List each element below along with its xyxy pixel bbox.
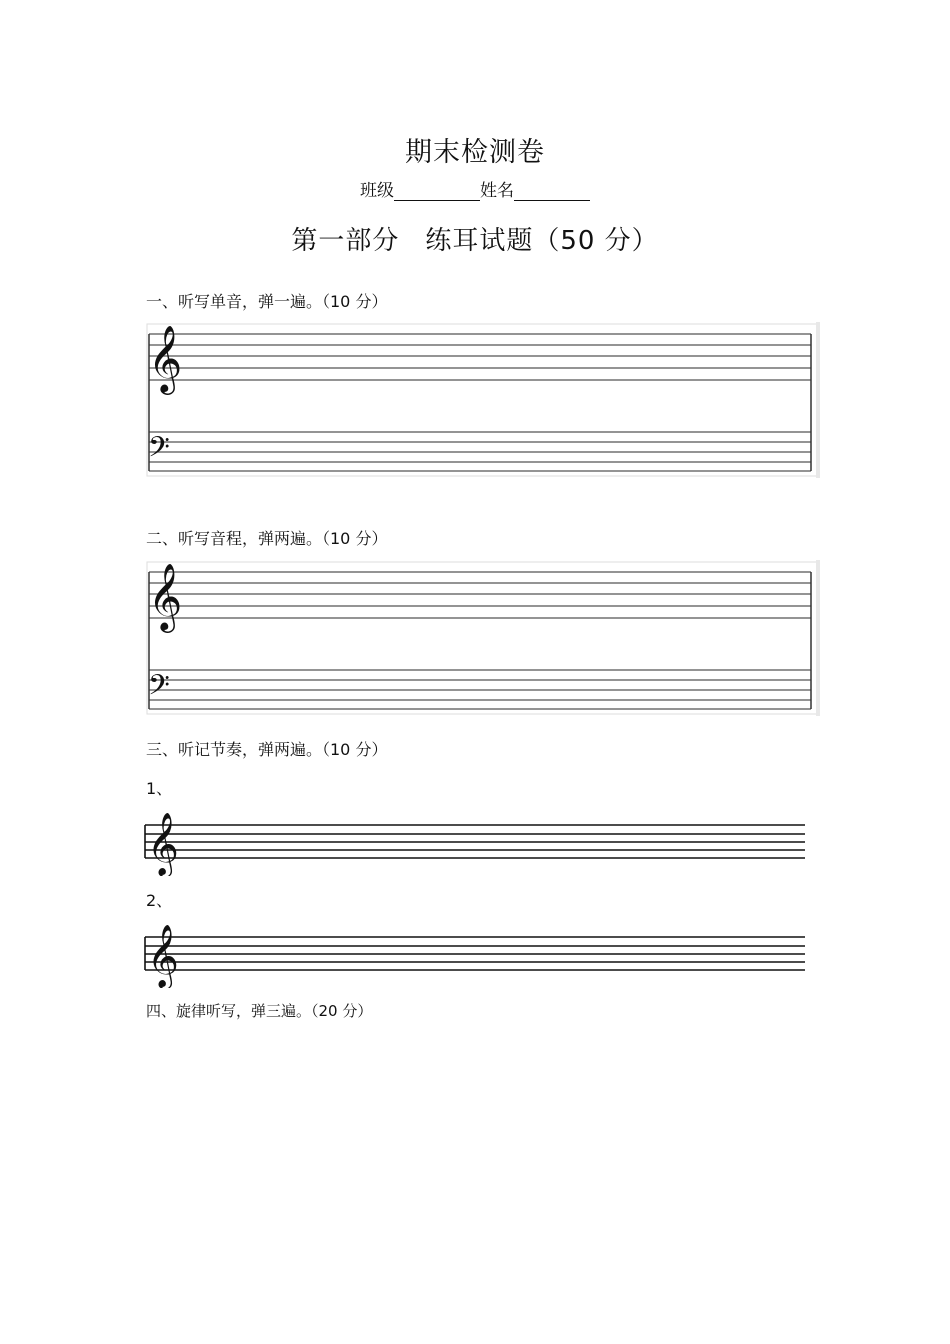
treble-staff-1[interactable] <box>140 806 810 876</box>
name-blank[interactable] <box>514 182 590 201</box>
question-2-label: 二、听写音程，弹两遍。（10 分） <box>146 529 388 548</box>
class-label: 班级 <box>360 181 394 201</box>
class-blank[interactable] <box>394 182 480 201</box>
part-heading <box>0 220 950 257</box>
question-3-label: 三、听记节奏，弹两遍。（10 分） <box>146 740 388 759</box>
part-subject: 练耳试题（50 分） <box>425 226 659 256</box>
page-title: 期末检测卷 <box>405 137 545 168</box>
grand-staff-2[interactable] <box>140 558 822 718</box>
bass-clef-icon: 𝄢 <box>148 669 170 709</box>
grand-staff-1[interactable] <box>140 320 822 480</box>
part-name: 第一部分 <box>291 226 400 256</box>
treble-clef-icon: 𝄞 <box>147 812 179 875</box>
treble-clef-icon: 𝄞 <box>148 324 183 392</box>
question-4-label: 四、旋律听写，弹三遍。（20 分） <box>146 1002 373 1020</box>
question-1-label: 一、听写单音，弹一遍。（10 分） <box>146 292 388 311</box>
bass-clef-icon: 𝄢 <box>148 431 170 471</box>
treble-staff-2[interactable] <box>140 918 810 988</box>
rhythm-item-2-label: 2、 <box>146 891 173 910</box>
rhythm-item-1-label: 1、 <box>146 779 173 798</box>
student-info-line <box>0 176 950 201</box>
name-label: 姓名 <box>480 181 514 201</box>
treble-clef-icon: 𝄞 <box>147 924 179 987</box>
treble-clef-icon: 𝄞 <box>148 562 183 630</box>
